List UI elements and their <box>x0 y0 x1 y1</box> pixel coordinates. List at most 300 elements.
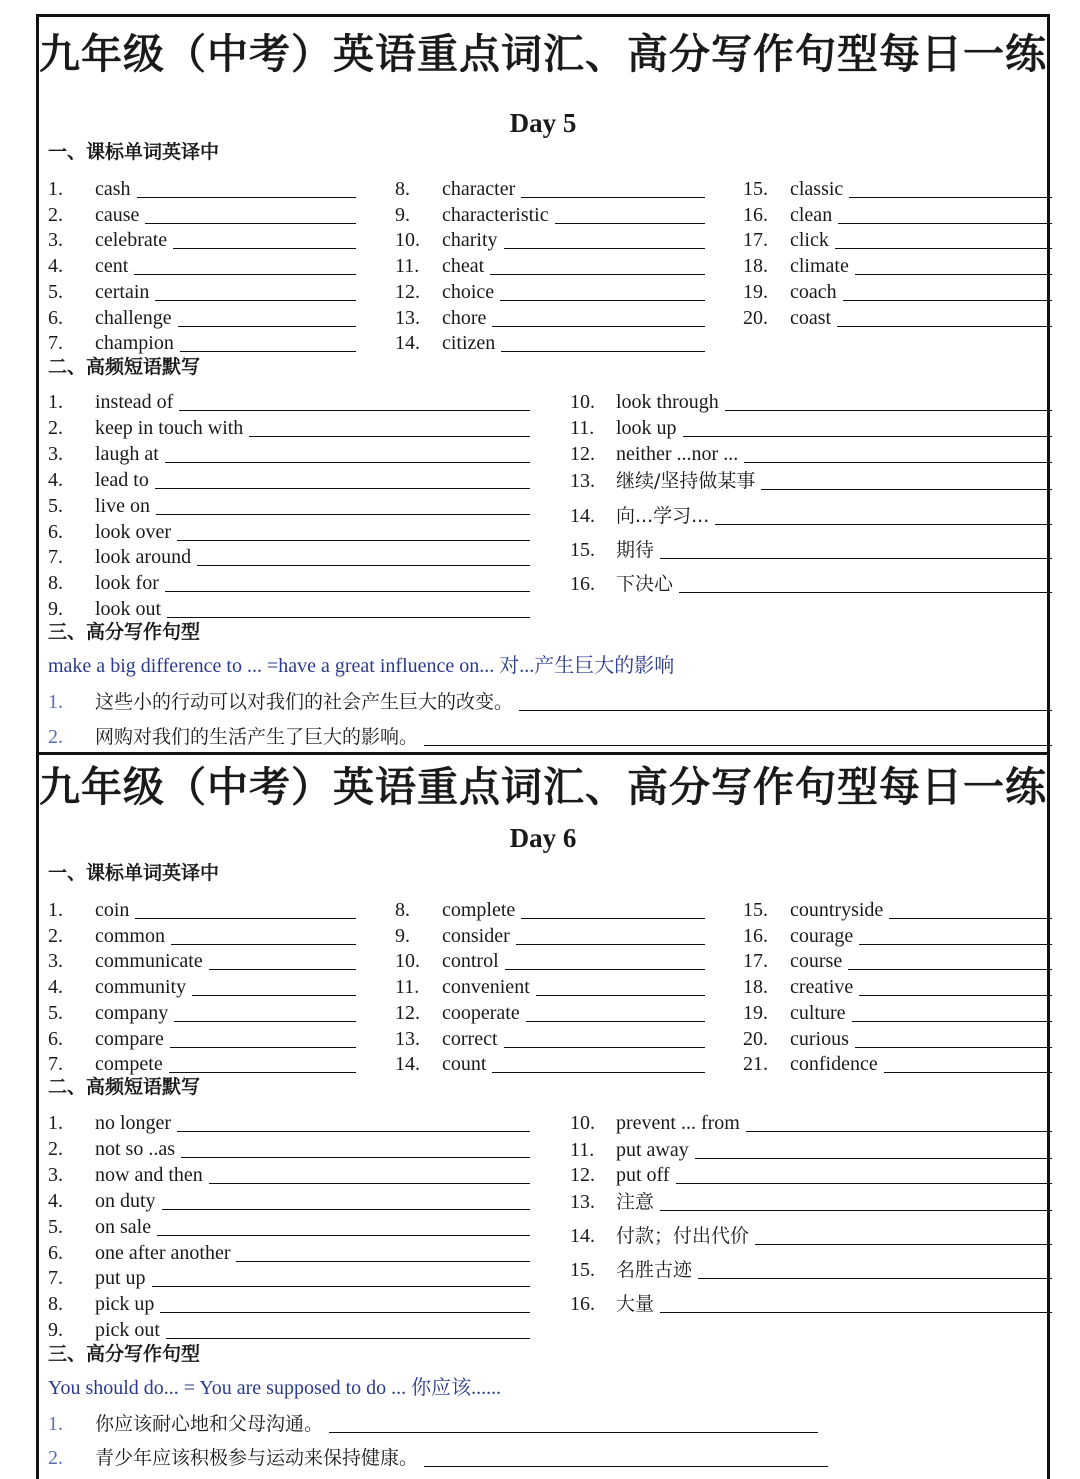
item-term: on sale <box>95 1216 152 1238</box>
item-row <box>743 175 1052 199</box>
item-row <box>570 414 1052 438</box>
item-number: 2. <box>48 925 63 947</box>
answer-line[interactable] <box>177 1131 530 1132</box>
answer-line[interactable] <box>155 300 356 301</box>
item-term: look out <box>95 598 162 620</box>
item-term: 付款；付出代价 <box>616 1225 750 1247</box>
item-term: live on <box>95 495 150 517</box>
writing-heading: 三、高分写作句型 <box>48 1343 201 1365</box>
item-number: 9. <box>48 1319 63 1341</box>
item-term: count <box>442 1053 487 1075</box>
answer-line[interactable] <box>170 1047 356 1048</box>
answer-line[interactable] <box>174 1021 356 1022</box>
item-row <box>48 1109 530 1133</box>
item-row <box>48 278 356 302</box>
item-term: lead to <box>95 469 149 491</box>
item-row <box>570 1188 1052 1212</box>
answer-line[interactable] <box>859 944 1052 945</box>
item-term: compare <box>95 1028 164 1050</box>
sentence-text: 这些小的行动可以对我们的社会产生巨大的改变。 <box>95 691 514 713</box>
answer-line[interactable] <box>555 223 705 224</box>
item-row <box>48 201 356 225</box>
item-term: complete <box>442 899 516 921</box>
item-term: look over <box>95 521 172 543</box>
item-term: now and then <box>95 1164 203 1186</box>
item-number: 5. <box>48 281 63 303</box>
answer-line[interactable] <box>755 1244 1052 1245</box>
answer-line[interactable] <box>761 489 1052 490</box>
answer-line[interactable] <box>192 995 356 996</box>
item-number: 14. <box>570 1225 595 1247</box>
item-term: neither ...nor ... <box>616 443 739 465</box>
item-term: not so ..as <box>95 1138 175 1160</box>
item-number: 17. <box>743 229 768 251</box>
item-term: coin <box>95 899 130 921</box>
item-term: look around <box>95 546 192 568</box>
item-number: 7. <box>48 1053 63 1075</box>
item-row <box>48 226 356 250</box>
item-row <box>48 1135 530 1159</box>
item-number: 18. <box>743 255 768 277</box>
section-divider <box>36 752 1050 755</box>
item-number: 2. <box>48 204 63 226</box>
item-row <box>395 201 705 225</box>
item-number: 15. <box>570 539 595 561</box>
item-number: 10. <box>395 229 420 251</box>
answer-line[interactable] <box>169 1072 356 1073</box>
item-term: course <box>790 950 843 972</box>
item-term: creative <box>790 976 854 998</box>
answer-line[interactable] <box>179 410 530 411</box>
item-term: challenge <box>95 307 172 329</box>
item-number: 4. <box>48 255 63 277</box>
item-number: 16. <box>570 573 595 595</box>
answer-line[interactable] <box>516 944 705 945</box>
answer-line[interactable] <box>329 1432 818 1433</box>
vocab-heading: 一、课标单词英译中 <box>48 141 220 163</box>
sentence-number: 2. <box>48 726 63 748</box>
item-row <box>570 1256 1052 1280</box>
answer-line[interactable] <box>162 1209 530 1210</box>
sentence-pattern: You should do... = You are supposed to do ... 你应该...... <box>48 1377 502 1399</box>
sentence-number: 1. <box>48 1413 63 1435</box>
item-term: pick out <box>95 1319 160 1341</box>
answer-line[interactable] <box>155 488 530 489</box>
item-number: 12. <box>395 1002 420 1024</box>
answer-line[interactable] <box>167 617 530 618</box>
item-row <box>48 973 356 997</box>
item-row <box>570 502 1052 526</box>
item-number: 10. <box>570 391 595 413</box>
sentence-pattern: make a big difference to ... =have a great influence on... 对...产生巨大的影响 <box>48 655 675 677</box>
answer-line[interactable] <box>171 944 356 945</box>
item-number: 5. <box>48 1002 63 1024</box>
item-row <box>48 1264 530 1288</box>
item-number: 15. <box>743 899 768 921</box>
item-number: 8. <box>395 178 410 200</box>
item-number: 11. <box>570 417 595 439</box>
item-number: 2. <box>48 417 63 439</box>
item-row <box>48 466 530 490</box>
item-number: 20. <box>743 1028 768 1050</box>
item-term: countryside <box>790 899 884 921</box>
answer-line[interactable] <box>424 745 1052 746</box>
item-row <box>48 1187 530 1211</box>
item-row <box>395 1050 705 1074</box>
item-row <box>743 947 1052 971</box>
item-row <box>743 252 1052 276</box>
item-term: put up <box>95 1267 146 1289</box>
item-number: 12. <box>570 1164 595 1186</box>
item-number: 15. <box>743 178 768 200</box>
item-term: look up <box>616 417 677 439</box>
item-term: 下决心 <box>616 573 674 595</box>
answer-line[interactable] <box>236 1261 530 1262</box>
answer-line[interactable] <box>855 1047 1052 1048</box>
item-row <box>48 896 356 920</box>
item-row <box>395 329 705 353</box>
item-number: 4. <box>48 1190 63 1212</box>
answer-line[interactable] <box>536 995 705 996</box>
item-term: 注意 <box>616 1191 655 1213</box>
item-row <box>48 304 356 328</box>
item-term: put off <box>616 1164 670 1186</box>
item-term: cooperate <box>442 1002 520 1024</box>
answer-line[interactable] <box>683 436 1052 437</box>
item-term: celebrate <box>95 229 168 251</box>
item-row <box>48 1316 530 1340</box>
answer-line[interactable] <box>698 1278 1052 1279</box>
item-row <box>743 1050 1052 1074</box>
answer-line[interactable] <box>725 410 1052 411</box>
answer-line[interactable] <box>165 462 530 463</box>
item-number: 19. <box>743 281 768 303</box>
answer-line[interactable] <box>676 1183 1052 1184</box>
item-row <box>48 947 356 971</box>
item-number: 6. <box>48 1028 63 1050</box>
item-row <box>395 304 705 328</box>
item-number: 16. <box>570 1293 595 1315</box>
item-term: climate <box>790 255 849 277</box>
item-row <box>570 570 1052 594</box>
item-row <box>395 947 705 971</box>
item-number: 18. <box>743 976 768 998</box>
item-number: 11. <box>395 255 420 277</box>
item-term: courage <box>790 925 854 947</box>
item-row <box>395 922 705 946</box>
answer-line[interactable] <box>177 540 530 541</box>
item-number: 8. <box>395 899 410 921</box>
item-row <box>48 1025 356 1049</box>
answer-line[interactable] <box>160 1312 530 1313</box>
answer-line[interactable] <box>209 969 356 970</box>
item-row <box>48 999 356 1023</box>
item-term: look through <box>616 391 719 413</box>
answer-line[interactable] <box>843 300 1052 301</box>
item-row <box>743 1025 1052 1049</box>
answer-line[interactable] <box>424 1466 828 1467</box>
item-row <box>743 278 1052 302</box>
item-number: 7. <box>48 332 63 354</box>
item-row <box>743 304 1052 328</box>
item-number: 1. <box>48 178 63 200</box>
item-row <box>48 329 356 353</box>
answer-line[interactable] <box>660 1210 1052 1211</box>
item-term: communicate <box>95 950 203 972</box>
item-number: 1. <box>48 391 63 413</box>
item-number: 3. <box>48 1164 63 1186</box>
item-term: no longer <box>95 1112 172 1134</box>
answer-line[interactable] <box>501 351 705 352</box>
answer-line[interactable] <box>500 300 705 301</box>
vocab-heading: 一、课标单词英译中 <box>48 862 220 884</box>
answer-line[interactable] <box>679 592 1052 593</box>
day-label: Day 5 <box>509 108 577 138</box>
answer-line[interactable] <box>181 1157 530 1158</box>
answer-line[interactable] <box>165 591 530 592</box>
answer-line[interactable] <box>166 1338 530 1339</box>
item-row <box>395 278 705 302</box>
item-term: clean <box>790 204 833 226</box>
item-term: put away <box>616 1139 689 1161</box>
item-term: citizen <box>442 332 496 354</box>
item-number: 3. <box>48 443 63 465</box>
item-term: chore <box>442 307 487 329</box>
item-row <box>395 896 705 920</box>
item-term: culture <box>790 1002 846 1024</box>
item-row <box>48 922 356 946</box>
item-row <box>395 252 705 276</box>
answer-line[interactable] <box>178 326 356 327</box>
item-number: 11. <box>570 1139 595 1161</box>
answer-line[interactable] <box>504 1047 705 1048</box>
translation-row <box>48 688 1052 712</box>
item-row <box>570 440 1052 464</box>
item-term: laugh at <box>95 443 159 465</box>
answer-line[interactable] <box>859 995 1052 996</box>
item-term: characteristic <box>442 204 549 226</box>
item-term: cheat <box>442 255 485 277</box>
item-row <box>395 999 705 1023</box>
answer-line[interactable] <box>715 524 1052 525</box>
item-row <box>395 175 705 199</box>
item-term: company <box>95 1002 169 1024</box>
item-number: 6. <box>48 307 63 329</box>
item-term: prevent ... from <box>616 1112 740 1134</box>
item-term: one after another <box>95 1242 231 1264</box>
item-number: 19. <box>743 1002 768 1024</box>
item-term: 向...学习... <box>616 505 710 527</box>
item-row <box>743 896 1052 920</box>
answer-line[interactable] <box>134 274 356 275</box>
item-row <box>48 1290 530 1314</box>
answer-line[interactable] <box>519 710 1052 711</box>
item-term: keep in touch with <box>95 417 244 439</box>
item-number: 7. <box>48 546 63 568</box>
item-term: on duty <box>95 1190 156 1212</box>
item-number: 12. <box>395 281 420 303</box>
item-row <box>48 388 530 412</box>
item-number: 6. <box>48 521 63 543</box>
answer-line[interactable] <box>135 918 356 919</box>
item-number: 9. <box>395 925 410 947</box>
answer-line[interactable] <box>852 1021 1052 1022</box>
answer-line[interactable] <box>521 197 705 198</box>
answer-line[interactable] <box>156 514 530 515</box>
item-term: charity <box>442 229 498 251</box>
item-number: 7. <box>48 1267 63 1289</box>
item-term: curious <box>790 1028 849 1050</box>
item-row <box>743 201 1052 225</box>
item-term: 继续/坚持做某事 <box>616 470 756 492</box>
item-number: 17. <box>743 950 768 972</box>
item-number: 4. <box>48 976 63 998</box>
item-row <box>48 1239 530 1263</box>
item-number: 12. <box>570 443 595 465</box>
item-row <box>48 440 530 464</box>
item-row <box>570 536 1052 560</box>
item-number: 14. <box>570 505 595 527</box>
answer-line[interactable] <box>157 1235 530 1236</box>
item-number: 10. <box>395 950 420 972</box>
translation-row <box>48 1444 828 1468</box>
item-number: 1. <box>48 899 63 921</box>
page-title: 九年级（中考）英语重点词汇、高分写作句型每日一练 <box>39 763 1047 811</box>
item-term: coast <box>790 307 832 329</box>
item-term: choice <box>442 281 495 303</box>
item-term: confidence <box>790 1053 878 1075</box>
item-number: 10. <box>570 1112 595 1134</box>
item-number: 5. <box>48 495 63 517</box>
answer-line[interactable] <box>660 558 1052 559</box>
item-term: cash <box>95 178 131 200</box>
item-term: correct <box>442 1028 498 1050</box>
item-number: 1. <box>48 1112 63 1134</box>
item-row <box>395 973 705 997</box>
item-number: 6. <box>48 1242 63 1264</box>
answer-line[interactable] <box>744 462 1052 463</box>
page-title: 九年级（中考）英语重点词汇、高分写作句型每日一练 <box>39 30 1047 78</box>
answer-line[interactable] <box>746 1131 1052 1132</box>
item-row <box>743 999 1052 1023</box>
item-term: character <box>442 178 516 200</box>
answer-line[interactable] <box>197 565 530 566</box>
item-row <box>48 569 530 593</box>
item-row <box>48 492 530 516</box>
item-row <box>570 1136 1052 1160</box>
sentence-text: 青少年应该积极参与运动来保持健康。 <box>95 1447 419 1469</box>
answer-line[interactable] <box>855 274 1052 275</box>
answer-line[interactable] <box>209 1183 530 1184</box>
item-number: 13. <box>570 470 595 492</box>
answer-line[interactable] <box>180 351 356 352</box>
item-row <box>570 1161 1052 1185</box>
item-number: 13. <box>395 307 420 329</box>
item-row <box>395 226 705 250</box>
item-row <box>48 414 530 438</box>
answer-line[interactable] <box>848 969 1052 970</box>
item-term: cent <box>95 255 129 277</box>
item-row <box>743 973 1052 997</box>
item-term: cause <box>95 204 140 226</box>
item-number: 9. <box>395 204 410 226</box>
answer-line[interactable] <box>504 248 705 249</box>
item-row <box>48 595 530 619</box>
item-row <box>48 543 530 567</box>
answer-line[interactable] <box>152 1286 530 1287</box>
answer-line[interactable] <box>521 918 705 919</box>
item-number: 3. <box>48 229 63 251</box>
sentence-number: 2. <box>48 1447 63 1469</box>
item-term: control <box>442 950 499 972</box>
answer-line[interactable] <box>505 969 705 970</box>
answer-line[interactable] <box>137 197 356 198</box>
answer-line[interactable] <box>849 197 1052 198</box>
item-number: 13. <box>570 1191 595 1213</box>
answer-line[interactable] <box>835 248 1052 249</box>
phrases-heading: 二、高频短语默写 <box>48 1076 201 1098</box>
item-number: 8. <box>48 572 63 594</box>
day-label: Day 6 <box>509 823 577 853</box>
item-number: 15. <box>570 1259 595 1281</box>
answer-line[interactable] <box>695 1158 1052 1159</box>
answer-line[interactable] <box>660 1312 1052 1313</box>
answer-line[interactable] <box>249 436 530 437</box>
item-row <box>48 1050 356 1074</box>
answer-line[interactable] <box>492 1072 705 1073</box>
item-row <box>48 1213 530 1237</box>
answer-line[interactable] <box>490 274 705 275</box>
item-number: 14. <box>395 1053 420 1075</box>
answer-line[interactable] <box>889 918 1052 919</box>
item-number: 16. <box>743 204 768 226</box>
item-term: coach <box>790 281 837 303</box>
sentence-text: 网购对我们的生活产生了巨大的影响。 <box>95 726 419 748</box>
translation-row <box>48 723 1052 747</box>
item-term: 大量 <box>616 1293 655 1315</box>
item-term: champion <box>95 332 174 354</box>
item-number: 4. <box>48 469 63 491</box>
item-term: click <box>790 229 829 251</box>
item-row <box>570 1222 1052 1246</box>
sentence-text: 你应该耐心地和父母沟通。 <box>95 1413 324 1435</box>
answer-line[interactable] <box>145 223 356 224</box>
item-row <box>48 1161 530 1185</box>
item-term: 名胜古迹 <box>616 1259 693 1281</box>
translation-row <box>48 1410 818 1434</box>
item-row <box>570 388 1052 412</box>
item-number: 21. <box>743 1053 768 1075</box>
item-row <box>570 1290 1052 1314</box>
answer-line[interactable] <box>526 1021 705 1022</box>
answer-line[interactable] <box>837 326 1052 327</box>
item-term: common <box>95 925 165 947</box>
item-number: 9. <box>48 598 63 620</box>
answer-line[interactable] <box>173 248 356 249</box>
sentence-number: 1. <box>48 691 63 713</box>
item-term: 期待 <box>616 539 655 561</box>
item-number: 13. <box>395 1028 420 1050</box>
answer-line[interactable] <box>492 326 705 327</box>
item-term: convenient <box>442 976 530 998</box>
item-row <box>395 1025 705 1049</box>
answer-line[interactable] <box>838 223 1052 224</box>
item-term: pick up <box>95 1293 155 1315</box>
item-number: 3. <box>48 950 63 972</box>
item-row <box>48 518 530 542</box>
answer-line[interactable] <box>884 1072 1052 1073</box>
item-row <box>48 252 356 276</box>
